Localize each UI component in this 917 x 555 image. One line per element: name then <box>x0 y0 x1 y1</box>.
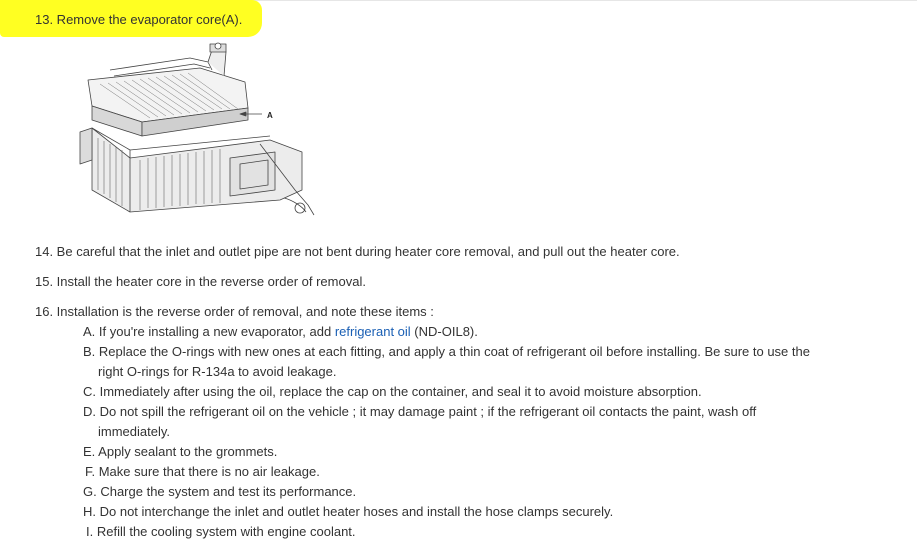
item-h: H. Do not interchange the inlet and outlet heater hoses and install the hose clamps securely. <box>83 504 614 519</box>
item-d-line2: immediately. <box>98 424 171 439</box>
item-g: G. Charge the system and test its performance. <box>83 484 357 499</box>
item-i: I. Refill the cooling system with engine coolant. <box>86 524 356 539</box>
item-a-suffix: (ND-OIL8). <box>410 324 478 339</box>
item-d-line1: D. Do not spill the refrigerant oil on the vehicle ; it may damage paint ; if the refrigerant oil contacts the paint, wash off <box>83 404 757 419</box>
item-a <box>83 323 478 340</box>
item-b-line1: B. Replace the O-rings with new ones at each fitting, and apply a thin coat of refrigerant oil before installing. Be sure to use the <box>83 344 810 359</box>
step-13: 13. Remove the evaporator core(A). <box>35 12 243 27</box>
item-e: E. Apply sealant to the grommets. <box>83 444 278 459</box>
refrigerant-oil-link[interactable]: refrigerant oil <box>334 324 411 339</box>
step-16: 16. Installation is the reverse order of removal, and note these items : <box>35 304 434 319</box>
item-c: C. Immediately after using the oil, replace the cap on the container, and seal it to avoid moisture absorption. <box>83 384 702 399</box>
item-f: F. Make sure that there is no air leakage. <box>85 464 320 479</box>
item-a-text: A. If you're installing a new evaporator, add <box>83 324 335 339</box>
evaporator-core-diagram <box>70 40 315 218</box>
item-b-line2: right O-rings for R-134a to avoid leakage. <box>98 364 337 379</box>
step-14: 14. Be careful that the inlet and outlet pipe are not bent during heater core removal, and pull out the heater core. <box>35 244 680 259</box>
figure-label-a: A <box>267 111 273 120</box>
step-15: 15. Install the heater core in the reverse order of removal. <box>35 274 366 289</box>
